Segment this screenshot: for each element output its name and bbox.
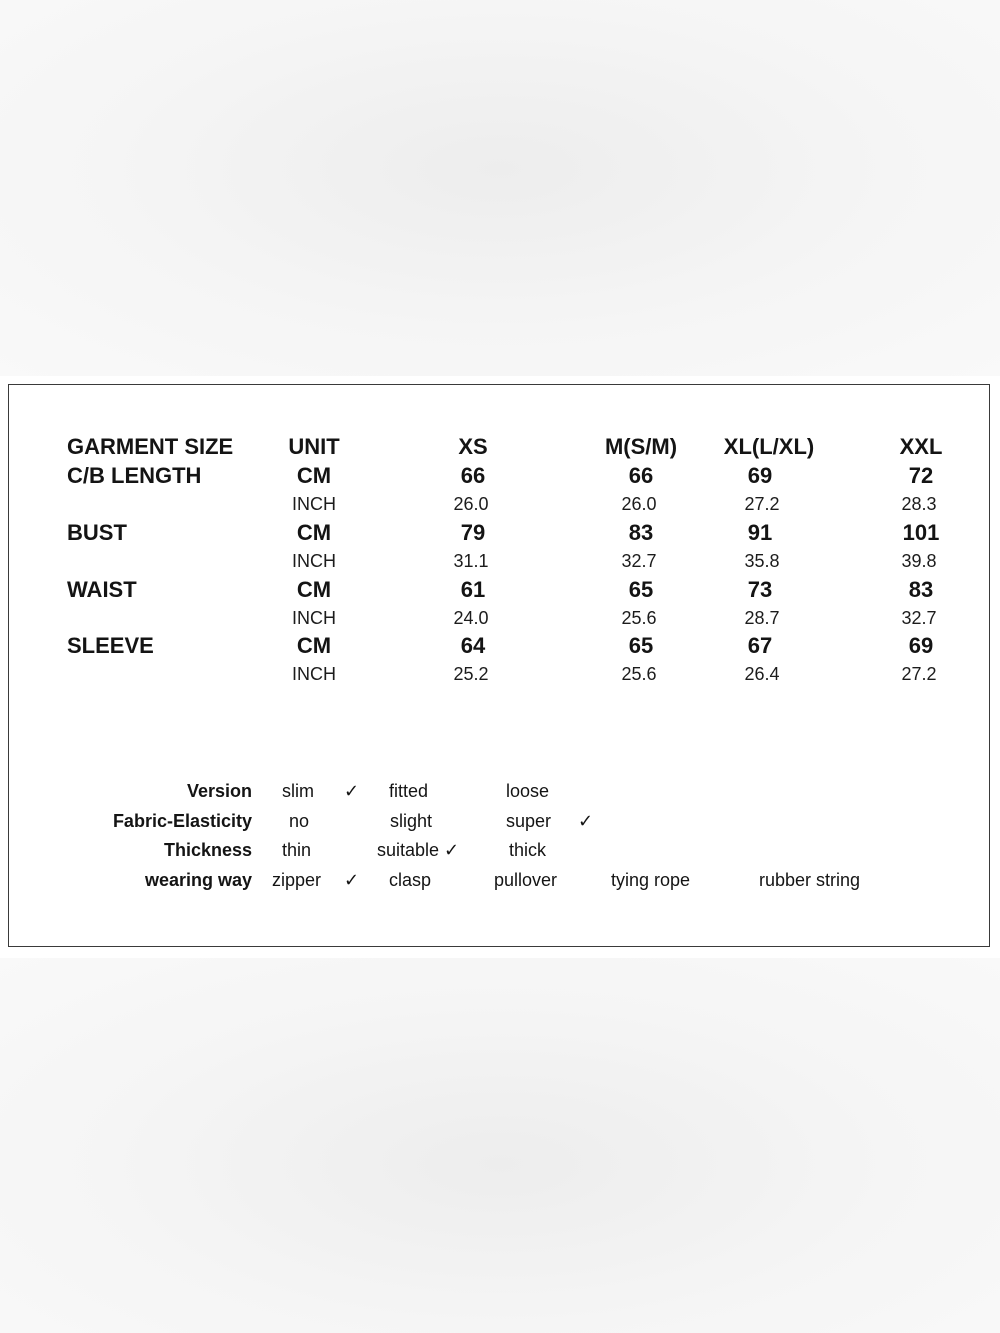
unit-cm: CM	[296, 633, 332, 658]
header-size-m: M(S/M)	[604, 434, 678, 459]
value-cm: 66	[460, 463, 486, 488]
value-inch: 35.8	[744, 551, 780, 571]
row-label: C/B LENGTH	[67, 463, 202, 488]
attribute-label: wearing way	[144, 870, 252, 890]
value-cm: 61	[460, 577, 486, 602]
background-top	[0, 0, 1000, 376]
value-cm: 83	[628, 520, 654, 545]
value-cm: 67	[747, 633, 773, 658]
value-inch: 26.0	[453, 494, 489, 514]
unit-inch: INCH	[292, 608, 336, 628]
option-clasp: clasp	[389, 870, 432, 890]
value-inch: 24.0	[453, 608, 489, 628]
header-size-xxl: XXL	[899, 434, 943, 459]
attribute-label: Version	[186, 781, 252, 801]
value-cm: 65	[628, 577, 654, 602]
value-inch: 27.2	[744, 494, 780, 514]
option-rubber-string: rubber string	[759, 870, 861, 890]
value-inch: 28.7	[744, 608, 780, 628]
value-cm: 65	[628, 633, 654, 658]
value-cm: 64	[460, 633, 486, 658]
row-label: BUST	[67, 520, 127, 545]
option-no: no	[289, 811, 310, 831]
check-mark: ✓	[344, 870, 360, 890]
unit-cm: CM	[296, 577, 332, 602]
header-size-xl: XL(L/XL)	[723, 434, 815, 459]
check-mark: ✓	[578, 811, 594, 831]
value-inch: 28.3	[901, 494, 937, 514]
value-cm: 69	[747, 463, 773, 488]
header-unit: UNIT	[288, 434, 340, 459]
value-cm: 73	[747, 577, 773, 602]
value-inch: 32.7	[621, 551, 657, 571]
option-pullover: pullover	[494, 870, 558, 890]
value-cm: 91	[747, 520, 773, 545]
value-inch: 25.2	[453, 664, 489, 684]
value-cm: 79	[460, 520, 486, 545]
row-label: SLEEVE	[67, 633, 154, 658]
check-mark: ✓	[344, 781, 360, 801]
value-inch: 39.8	[901, 551, 937, 571]
row-label: WAIST	[67, 577, 137, 602]
option-slight: slight	[390, 811, 433, 831]
option-fitted: fitted	[389, 781, 429, 801]
value-inch: 32.7	[901, 608, 937, 628]
value-inch: 26.4	[744, 664, 780, 684]
value-cm: 101	[902, 520, 940, 545]
option-loose: loose	[506, 781, 550, 801]
unit-inch: INCH	[292, 494, 336, 514]
header-garment-size: GARMENT SIZE	[67, 434, 234, 459]
value-inch: 25.6	[621, 664, 657, 684]
option-slim: slim	[282, 781, 314, 801]
option-zipper: zipper	[272, 870, 322, 890]
value-cm: 72	[908, 463, 934, 488]
value-inch: 27.2	[901, 664, 937, 684]
value-cm: 83	[908, 577, 934, 602]
option-super: super	[506, 811, 552, 831]
unit-inch: INCH	[292, 551, 336, 571]
background-bottom	[0, 958, 1000, 1333]
option-thick: thick	[509, 840, 547, 860]
unit-cm: CM	[296, 463, 332, 488]
value-inch: 25.6	[621, 608, 657, 628]
value-cm: 66	[628, 463, 654, 488]
option-thin: thin	[282, 840, 312, 860]
unit-cm: CM	[296, 520, 332, 545]
attribute-label: Fabric-Elasticity	[112, 811, 252, 831]
unit-inch: INCH	[292, 664, 336, 684]
attribute-label: Thickness	[163, 840, 252, 860]
header-size-xs: XS	[458, 434, 488, 459]
value-cm: 69	[908, 633, 934, 658]
option-tying-rope: tying rope	[611, 870, 691, 890]
value-inch: 26.0	[621, 494, 657, 514]
value-inch: 31.1	[453, 551, 489, 571]
option-suitable: suitable ✓	[377, 840, 460, 860]
